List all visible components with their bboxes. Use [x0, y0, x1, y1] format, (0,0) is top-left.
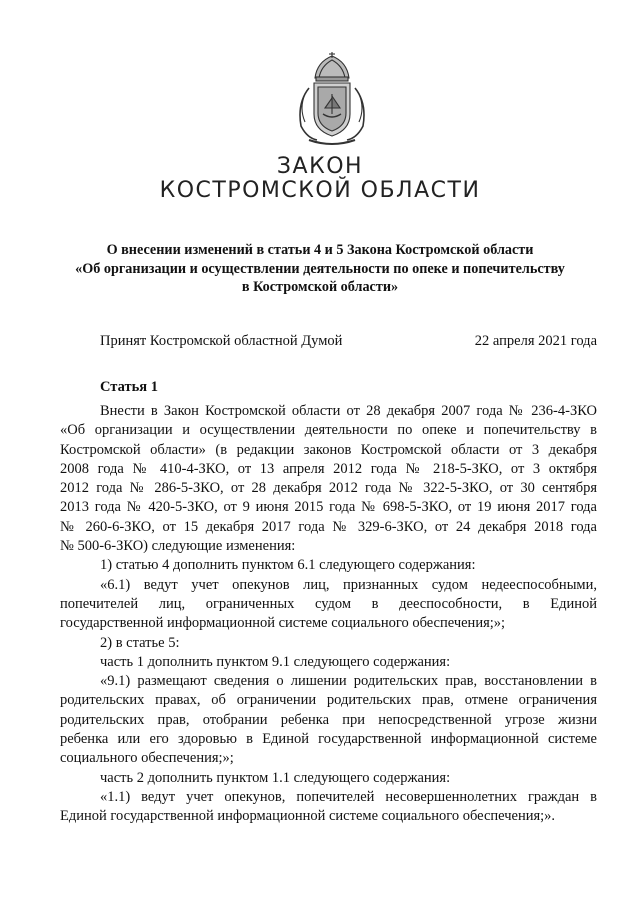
body-line: 1) статью 4 дополнить пунктом 6.1 следующего содержания:	[100, 557, 476, 574]
body-line: родительских правах, об ограничении родительских прав, отмене ограничения	[60, 692, 597, 709]
subject-line-3: в Костромской области»	[241, 279, 399, 295]
body-line: 2) в статье 5:	[100, 634, 180, 651]
body-line: «1.1) ведут учет опекунов, попечителей несовершеннолетних граждан в	[100, 788, 597, 805]
body-line: 2008 года № 410-4-ЗКО, от 13 апреля 2012 года № 218-5-ЗКО, от 3 октября	[60, 460, 597, 477]
body-line: «Об организации и осуществлении деятельности по опеке и попечительству в	[60, 422, 597, 439]
body-line: часть 1 дополнить пунктом 9.1 следующего содержания:	[100, 653, 451, 670]
body-line: попечителей лиц, ограниченных судом в дееспособности, в Единой	[60, 595, 597, 612]
body-line: часть 2 дополнить пунктом 1.1 следующего содержания:	[100, 769, 451, 786]
body-line: социального обеспечения;»;	[60, 750, 234, 767]
law-title: ЗАКОН	[276, 154, 364, 179]
adopted-by: Принят Костромской областной Думой	[100, 333, 343, 349]
body-line: государственной информационной системе социального обеспечения;»;	[60, 615, 506, 632]
article-heading: Статья 1	[100, 379, 158, 395]
body-line: «6.1) ведут учет опекунов лиц, признанных судом недееспособными,	[100, 576, 597, 593]
body-line: 2012 года № 286-5-ЗКО, от 28 декабря 2012 года № 322-5-ЗКО, от 30 сентября	[60, 480, 597, 497]
body-line: Внести в Закон Костромской области от 28 декабря 2007 года № 236-4-ЗКО	[100, 403, 597, 419]
body-line: «9.1) размещают сведения о лишении родительских прав, восстановлении в	[100, 673, 597, 690]
adoption-date: 22 апреля 2021 года	[474, 333, 597, 349]
body-line: № 500-6-ЗКО) следующие изменения:	[60, 538, 296, 555]
body-line: № 260-6-ЗКО, от 15 декабря 2017 года № 329-6-ЗКО, от 24 декабря 2018 года	[60, 518, 597, 535]
body-line: Костромской области» (в редакции законов Костромской области от 3 декабря	[60, 441, 597, 458]
subject-line-1: О внесении изменений в статьи 4 и 5 Закона Костромской области	[106, 242, 534, 258]
region-title: КОСТРОМСКОЙ ОБЛАСТИ	[159, 178, 481, 203]
subject-line-2: «Об организации и осуществлении деятельности по опеке и попечительству	[75, 260, 565, 277]
article-body	[60, 402, 597, 827]
coat-of-arms-icon	[287, 48, 377, 150]
body-line: ребенка или его здоровью в Единой государственной информационной системе	[60, 731, 597, 748]
body-line: 2013 года № 420-5-ЗКО, от 9 июня 2015 года № 698-5-ЗКО, от 19 июня 2017 года	[60, 499, 597, 516]
body-line: Единой государственной информационной системе социального обеспечения;».	[60, 808, 556, 825]
body-line: родительских прав, отобрании ребенка при непосредственной угрозе жизни	[60, 711, 597, 728]
